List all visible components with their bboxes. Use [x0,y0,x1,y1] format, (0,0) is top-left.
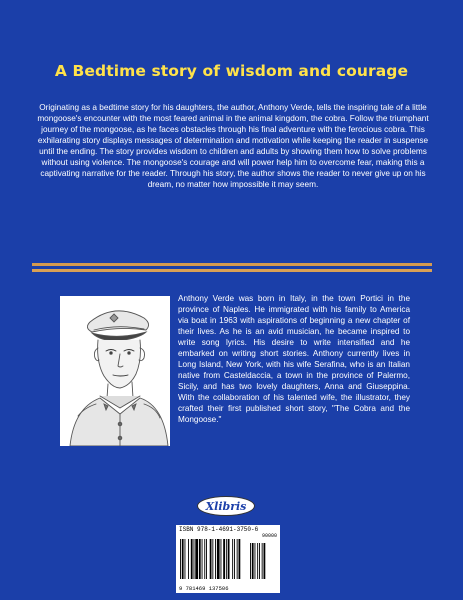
author-bio: Anthony Verde was born in Italy, in the town Portici in the province of Naples. He immigrated with his family to America via boat in 1963 with aspirations of beginning a new chapter of their lives. As he is an avid musician, he became inspired to write song lyrics. His desire to write intensified and he embarked on writing short stories. Anthony currently lives in Long Island, New York, with his wife Serafina, who is an Italian native from Casteldaccia, a town in the province of Palermo, Sicily, and has two lovely daughters, Anna and Giuseppina. With the collaboration of his talented wife, the illustrator, they crafted their first published short story, "The Cobra and the Mongoose." [178,294,410,424]
author-portrait [60,296,170,446]
cover-title: A Bedtime story of wisdom and courage [54,62,409,80]
book-blurb: Originating as a bedtime story for his daughters, the author, Anthony Verde, tells the inspiring tale of a little mongoose's encounter with the most feared animal in the animal kingdom, the cobra. Follow the triumphant journey of the mongoose, as he faces obstacles through his final adventure with the ferocious cobra. This exhilarating story displays messages of determination and motivation while keeping the reader in suspense until the ending. The story provides wisdom to children and adults by showing them how to solve problems without using violence. The mongoose's courage and will power help him to overcome fear, making this a captivating narrative for the reader. Through his story, the author shows the reader to never give up on his dream, no matter how impossible it may seem. [37,103,429,189]
isbn-text: ISBN 978-1-4691-3750-6 [179,526,259,533]
barcode [180,539,276,583]
publisher-logo [197,496,255,516]
price-code: 90000 [261,533,277,539]
barcode-block [176,525,280,593]
publisher-logo-text: Xlibris [205,499,247,513]
divider-rule-bottom [32,269,432,272]
ean-number: 9 781469 137506 [179,585,229,592]
divider-rule-top [32,263,432,266]
